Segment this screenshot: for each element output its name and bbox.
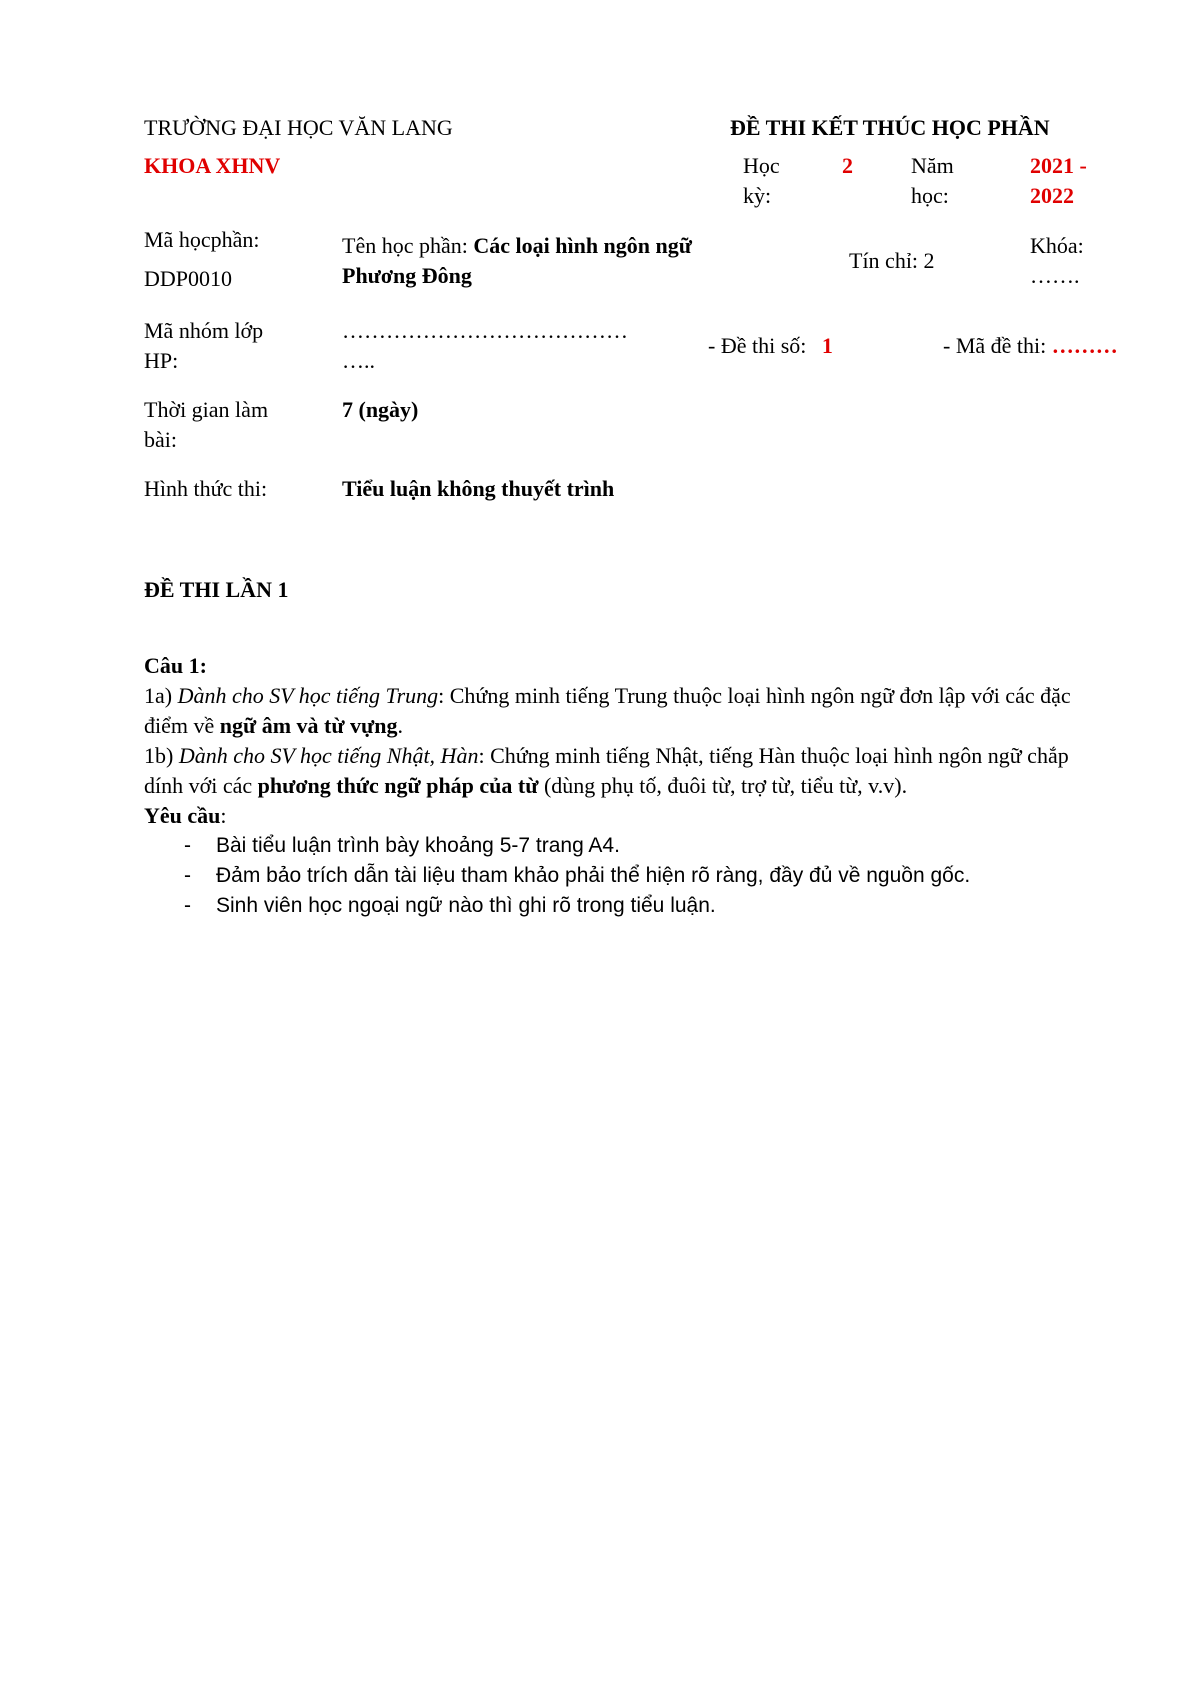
q1b-text: : Chứng minh tiếng Nhật, tiếng Hàn thuộc loại hình ngôn ngữ chắp dính với các [144, 743, 1069, 798]
bullet-dash: - [184, 864, 191, 887]
q1b-prefix: 1b) [144, 743, 179, 768]
semester-label [743, 151, 780, 211]
requirement-text: Sinh viên học ngoại ngữ nào thì ghi rõ trong tiểu luận. [216, 894, 716, 917]
course-name-label: Tên học phần: [342, 233, 474, 258]
year-value-line1: 2021 - [1030, 153, 1087, 178]
question-title: Câu 1: [144, 653, 207, 678]
year-label [911, 151, 954, 211]
requirement-item [144, 861, 1094, 891]
course-name-value-line2: Phương Đông [342, 263, 472, 288]
requirements-title: Yêu cầu [144, 803, 221, 828]
question-1a [144, 681, 1094, 741]
course-code-value: DDP0010 [144, 266, 233, 291]
faculty-name: KHOA XHNV [144, 153, 281, 178]
group-label-line1: Mã nhóm lớp [144, 318, 264, 343]
year-label-line1: Năm [911, 153, 954, 178]
exam-number-value: 1 [821, 333, 833, 358]
university-name: TRƯỜNG ĐẠI HỌC VĂN LANG [144, 115, 453, 140]
exam-content [144, 575, 1094, 921]
exam-code [943, 331, 1118, 361]
course-name-value-line1: Các loại hình ngôn ngữ [473, 233, 692, 258]
q1a-bold: ngữ âm và từ vựng [219, 713, 398, 738]
credits: Tín chỉ: 2 [849, 248, 935, 273]
requirement-text: Đảm bảo trích dẫn tài liệu tham khảo phải thể hiện rõ ràng, đầy đủ về nguồn gốc. [216, 864, 971, 887]
course-code-label: Mã họcphần: [144, 227, 260, 252]
bullet-dash: - [184, 834, 191, 857]
requirement-item [144, 831, 1094, 861]
exam-code-label: - Mã đề thi: [943, 333, 1047, 358]
exam-round-title: ĐỀ THI LẦN 1 [144, 577, 289, 602]
group-value [342, 316, 628, 376]
q1b-bold: phương thức ngữ pháp của từ [257, 773, 539, 798]
duration-label [144, 395, 268, 455]
exam-type-title: ĐỀ THI KẾT THÚC HỌC PHẦN [730, 115, 1050, 140]
q1a-target: Dành cho SV học tiếng Trung [177, 683, 439, 708]
q1a-prefix: 1a) [144, 683, 178, 708]
requirement-item [144, 891, 1094, 921]
exam-code-value: ……… [1051, 333, 1118, 358]
duration-label-line1: Thời gian làm [144, 397, 269, 422]
requirements-list [144, 831, 1094, 921]
q1b-target: Dành cho SV học tiếng Nhật, Hàn [178, 743, 479, 768]
exam-number-label: - Đề thi số: [708, 333, 807, 358]
course-name [342, 231, 692, 291]
q1a-end: . [397, 713, 403, 738]
year-label-line2: học: [911, 183, 949, 208]
cohort [1030, 231, 1084, 291]
semester-label-line2: kỳ: [743, 183, 772, 208]
question-1b [144, 741, 1094, 801]
q1a-text: : Chứng minh tiếng Trung thuộc loại hình ngôn ngữ đơn lập với các đặc điểm về [144, 683, 1071, 738]
cohort-value: ……. [1030, 263, 1080, 288]
semester-label-line1: Học [743, 153, 780, 178]
group-label-line2: HP: [144, 348, 179, 373]
format-label: Hình thức thi: [144, 476, 268, 501]
q1b-end: (dùng phụ tố, đuôi từ, trợ từ, tiểu từ, v.v). [538, 773, 908, 798]
requirements-colon: : [220, 803, 227, 828]
bullet-dash: - [184, 894, 191, 917]
group-value-line1: ………………………………… [342, 318, 628, 343]
semester-value: 2 [842, 153, 853, 178]
group-value-line2: ….. [342, 348, 375, 373]
exam-number [708, 331, 833, 361]
duration-value: 7 (ngày) [342, 397, 419, 422]
format-value: Tiểu luận không thuyết trình [342, 476, 615, 501]
year-value [1030, 151, 1087, 211]
requirement-text: Bài tiểu luận trình bày khoảng 5-7 trang A4. [216, 834, 620, 857]
cohort-label: Khóa: [1030, 233, 1084, 258]
group-label [144, 316, 263, 376]
requirements-heading [144, 801, 1094, 831]
duration-label-line2: bài: [144, 427, 177, 452]
year-value-line2: 2022 [1030, 183, 1074, 208]
